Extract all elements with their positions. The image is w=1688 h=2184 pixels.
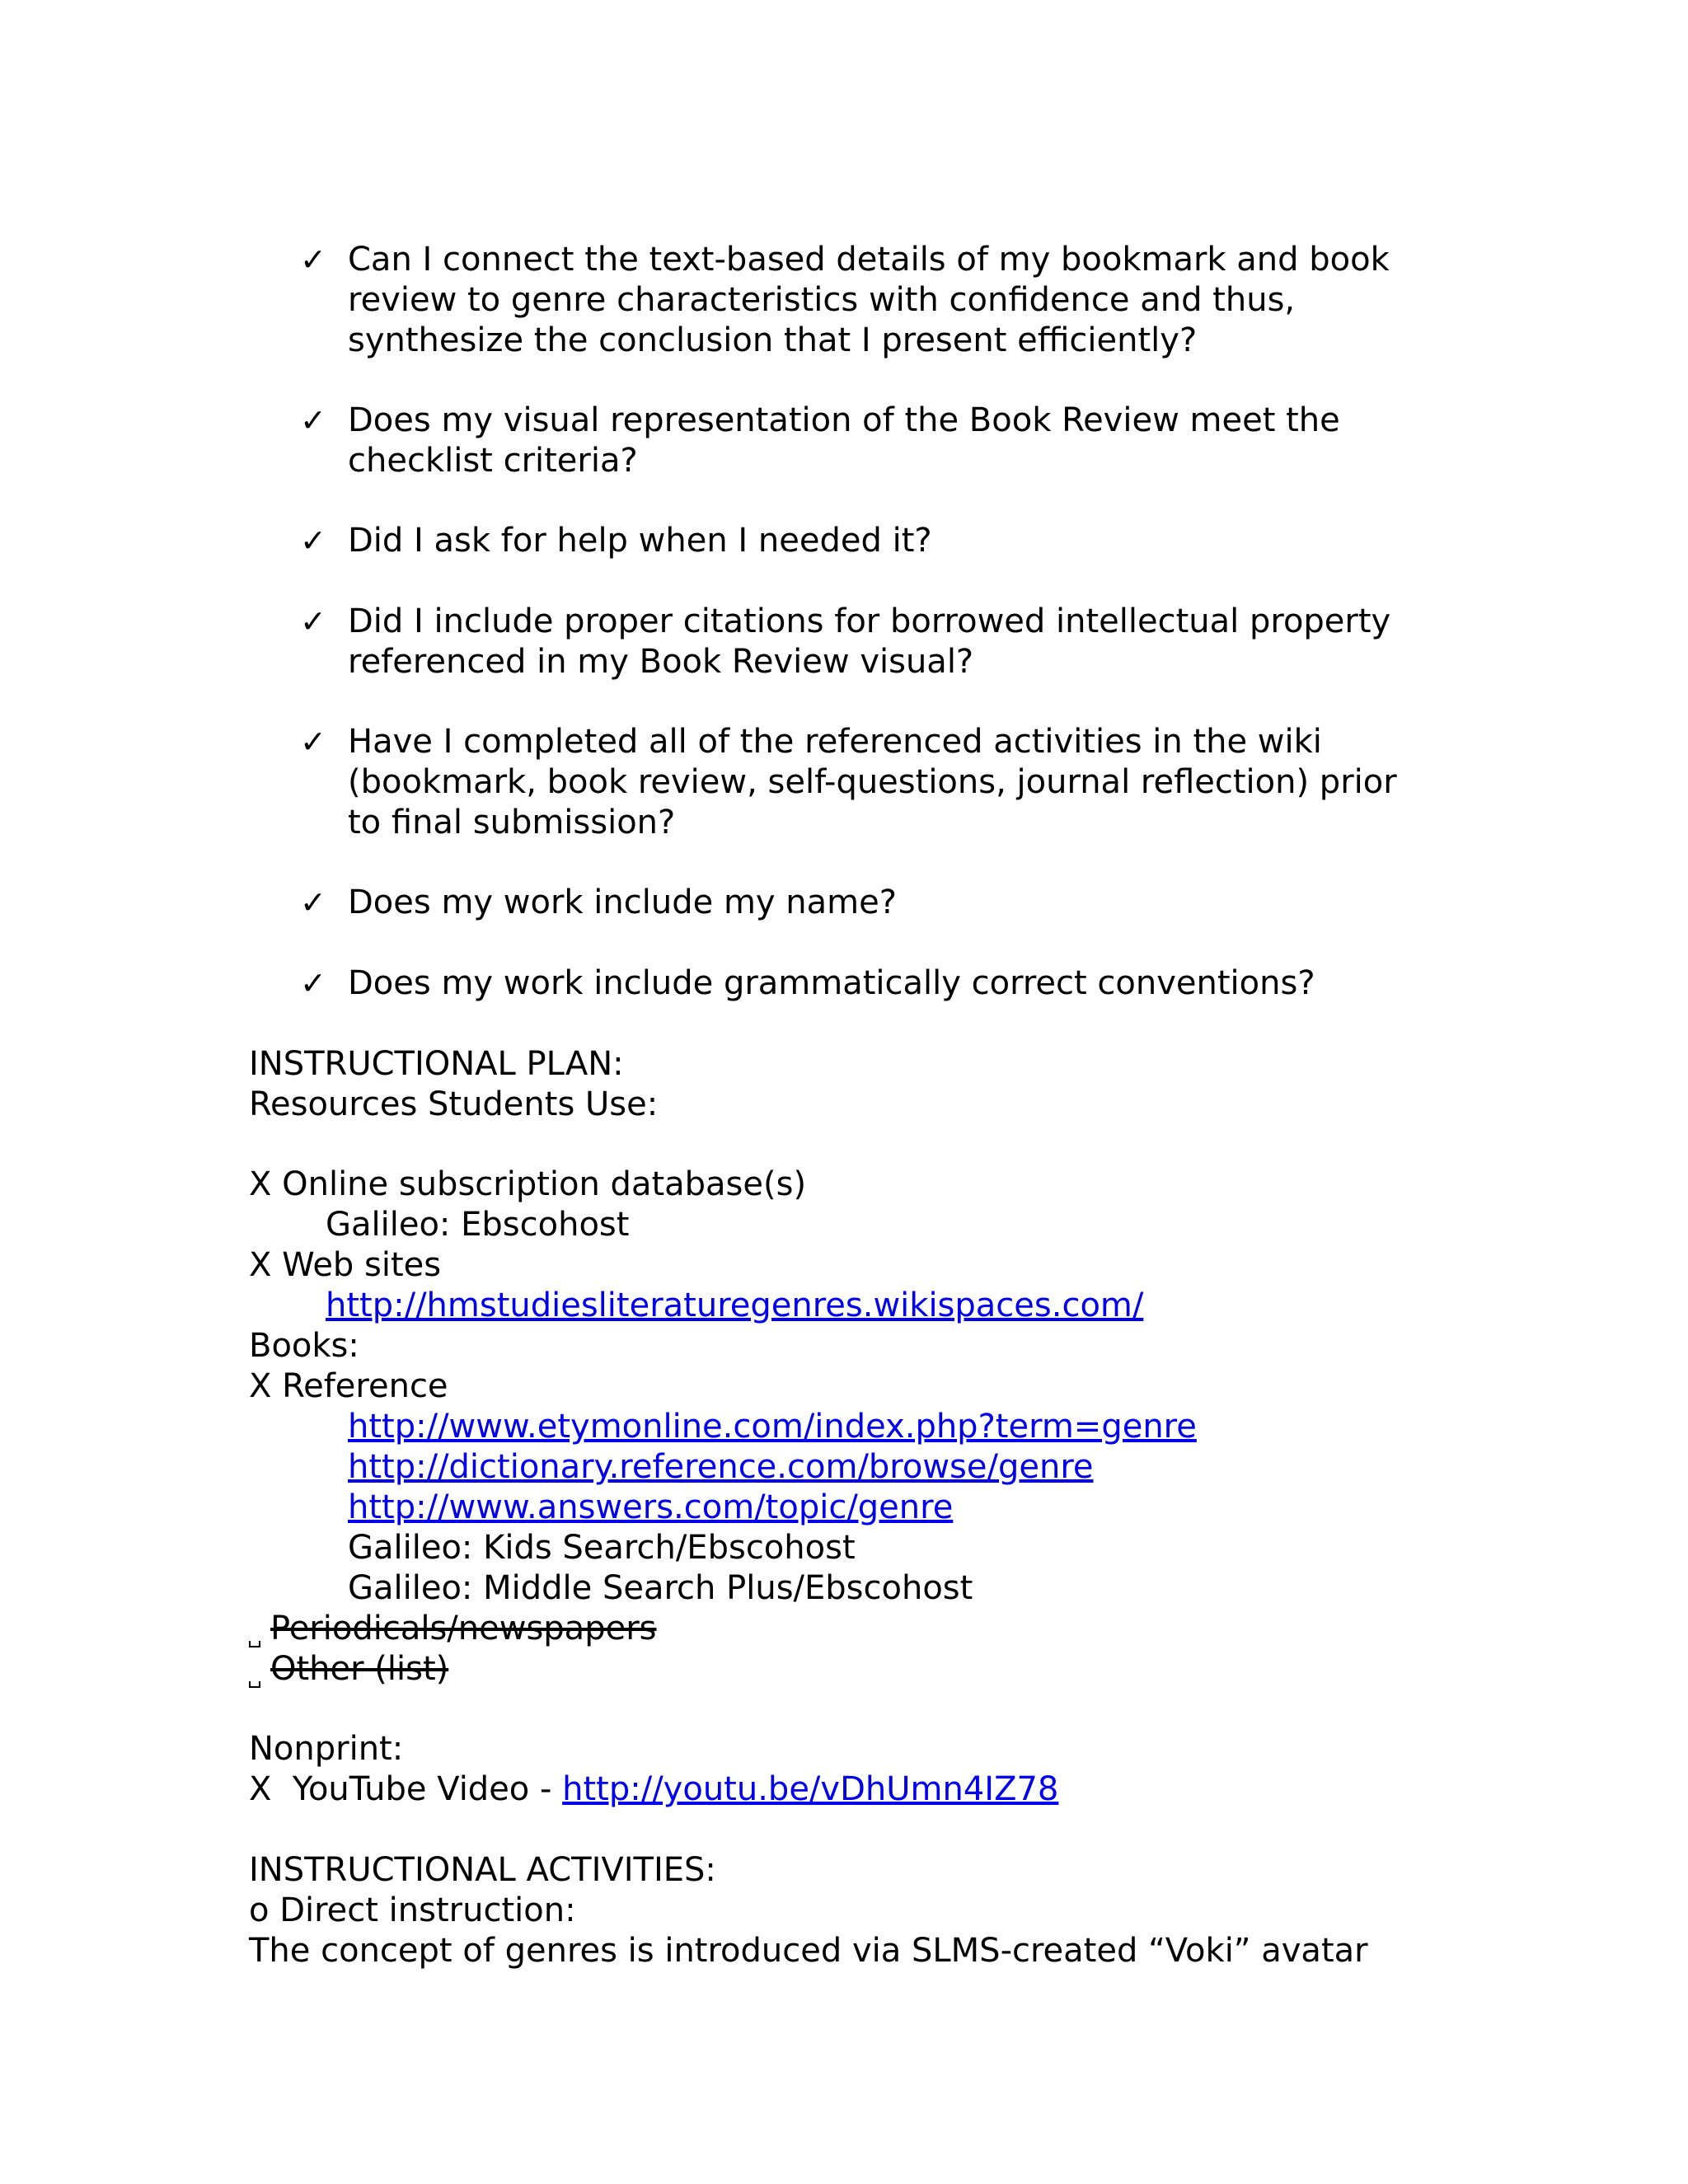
direct-instruction-label: o Direct instruction:	[249, 1891, 576, 1929]
reference-item-middle-search: Galileo: Middle Search Plus/Ebscohost	[348, 1569, 973, 1607]
online-database-item: Galileo: Ebscohost	[326, 1206, 630, 1244]
checklist-item-6-line-1: Does my work include my name?	[348, 883, 897, 921]
other-item-struck	[249, 1649, 448, 1690]
activities-text: The concept of genres is introduced via SLMS-created “Voki” avatar	[249, 1932, 1368, 1970]
checklist-item-4-line-1: Did I include proper citations for borrowed intellectual property	[348, 602, 1391, 640]
nonprint-label: Nonprint:	[249, 1730, 404, 1768]
checkbox-icon	[249, 1641, 260, 1647]
checkmark-icon: ✓	[300, 884, 326, 921]
books-label: Books:	[249, 1327, 359, 1365]
checkmark-icon: ✓	[300, 402, 326, 438]
reference-link-etymonline[interactable]: http://www.etymonline.com/index.php?term=genre	[348, 1408, 1197, 1446]
checklist-item-3-line-1: Did I ask for help when I needed it?	[348, 522, 932, 560]
plan-heading: INSTRUCTIONAL PLAN:	[249, 1045, 624, 1083]
checklist-item-5-line-1: Have I completed all of the referenced activities in the wiki	[348, 723, 1322, 761]
checklist-item-1-line-3: synthesize the conclusion that I present efficiently?	[348, 321, 1198, 359]
checkmark-icon: ✓	[300, 523, 326, 559]
reference-label: X Reference	[249, 1367, 448, 1405]
checklist-item-7-line-1: Does my work include grammatically correct conventions?	[348, 964, 1315, 1002]
activities-heading: INSTRUCTIONAL ACTIVITIES:	[249, 1851, 716, 1889]
checkmark-icon: ✓	[300, 241, 326, 278]
youtube-line	[249, 1769, 1058, 1810]
checklist-item-1-line-2: review to genre characteristics with confidence and thus,	[348, 281, 1296, 319]
youtube-prefix: X YouTube Video -	[249, 1770, 563, 1808]
checklist-item-4-line-2: referenced in my Book Review visual?	[348, 643, 974, 681]
checklist-item-2-line-2: checklist criteria?	[348, 442, 638, 480]
periodicals-label: Periodicals/newspapers	[270, 1610, 657, 1647]
checkmark-icon: ✓	[300, 724, 326, 760]
plan-subheading: Resources Students Use:	[249, 1085, 659, 1123]
checklist-item-1-line-1: Can I connect the text-based details of my bookmark and book	[348, 241, 1390, 279]
web-sites-link[interactable]: http://hmstudiesliteraturegenres.wikispaces.com/	[326, 1286, 1144, 1324]
web-sites-label: X Web sites	[249, 1246, 442, 1284]
reference-link-answers[interactable]: http://www.answers.com/topic/genre	[348, 1488, 954, 1526]
checklist-item-5-line-3: to final submission?	[348, 804, 676, 841]
checkmark-icon: ✓	[300, 603, 326, 640]
online-database-label: X Online subscription database(s)	[249, 1165, 807, 1203]
other-label: Other (list)	[270, 1650, 449, 1688]
reference-link-dictionary[interactable]: http://dictionary.reference.com/browse/genre	[348, 1448, 1094, 1486]
youtube-link[interactable]: http://youtu.be/vDhUmn4IZ78	[562, 1770, 1059, 1808]
checkmark-icon: ✓	[300, 965, 326, 1001]
checklist-item-5-line-2: (bookmark, book review, self-questions, journal reflection) prior	[348, 763, 1397, 801]
checkbox-icon	[249, 1681, 260, 1688]
reference-item-kids-search: Galileo: Kids Search/Ebscohost	[348, 1529, 856, 1567]
periodicals-item-struck	[249, 1609, 656, 1649]
checklist-item-2-line-1: Does my visual representation of the Book Review meet the	[348, 401, 1340, 439]
